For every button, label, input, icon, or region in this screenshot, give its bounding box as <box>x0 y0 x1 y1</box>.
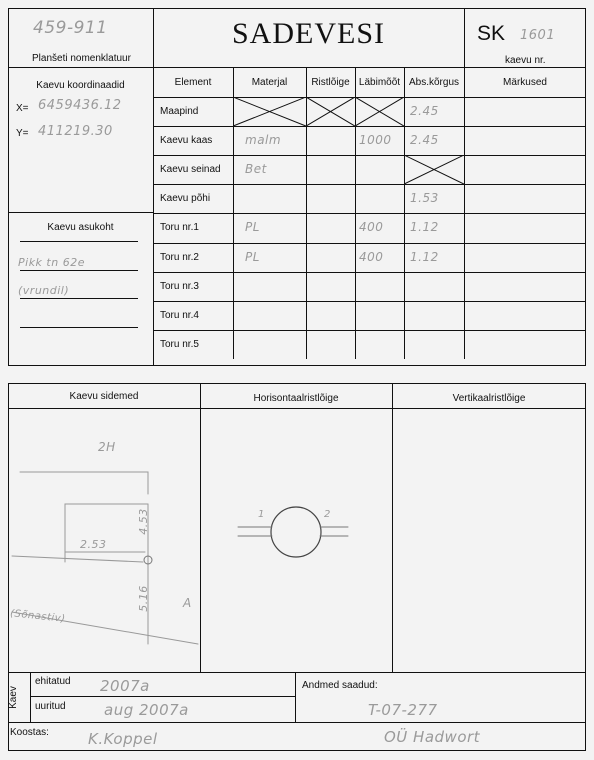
road-edge <box>65 504 148 562</box>
table-row-line <box>153 184 586 185</box>
table-row-line <box>153 155 586 156</box>
table-row-element: Toru nr.5 <box>160 338 199 350</box>
sketch-street-label: (Sõnastiv) <box>9 608 66 625</box>
sketch-dist-lower: 5.16 <box>136 585 150 612</box>
location-line-4 <box>20 327 138 328</box>
table-row-element: Kaevu kaas <box>160 135 213 147</box>
table-row-element: Maapind <box>160 106 199 117</box>
table-header-cell: Läbimõõt <box>358 77 401 88</box>
table-row-element: Kaevu seinad <box>160 164 221 176</box>
surveyed-label: uuritud <box>35 701 66 712</box>
section-divider-2 <box>392 383 393 672</box>
section-connections-label: Kaevu sidemed <box>69 391 139 402</box>
crossed-cell-mark <box>404 155 464 184</box>
data-from-value: T-07-277 <box>368 701 438 719</box>
table-row-element: Toru nr.2 <box>160 251 199 263</box>
nomenclature-label: Planšeti nomenklatuur <box>32 53 131 64</box>
surveyed-value: aug 2007a <box>104 701 189 719</box>
coord-x-label: X= <box>16 103 29 114</box>
table-row-element: Toru nr.3 <box>160 280 199 292</box>
table-header-cell: Element <box>174 77 212 88</box>
footer-compiled-line <box>8 722 586 723</box>
pipe-2-label: 2 <box>324 509 331 520</box>
table-header-cell: Materjal <box>251 77 288 88</box>
location-line-2 <box>20 270 138 271</box>
table-row-line <box>153 126 586 127</box>
nomenclature-value: 459-911 <box>33 18 108 38</box>
sk-prefix: SK <box>477 22 506 45</box>
data-from-label: Andmed saadud: <box>302 680 378 691</box>
sketch-letter: A <box>183 596 192 610</box>
sketch-dist-vertical: 4.53 <box>136 508 150 535</box>
header-divider-right <box>464 8 465 67</box>
road-edge-lower <box>12 556 143 562</box>
header-bottom-line <box>8 67 586 68</box>
footer-side-divider <box>30 672 31 722</box>
location-label: Kaevu asukoht <box>47 222 114 233</box>
built-label: ehitatud <box>35 676 71 687</box>
crossed-cell-mark <box>233 97 306 126</box>
table-cell-diameter: 400 <box>359 220 384 235</box>
table-cell-material: PL <box>245 249 260 264</box>
table-cell-material: PL <box>245 220 260 235</box>
table-cell-abs: 1.12 <box>410 220 439 235</box>
footer-top-line <box>8 672 586 673</box>
location-line1-value: Pikk tn 62e <box>18 256 85 269</box>
table-cell-abs: 2.45 <box>410 104 439 118</box>
compiled-value: K.Koppel <box>88 730 158 748</box>
table-cell-abs: 2.45 <box>410 133 439 148</box>
location-line2-value: (vrundil) <box>18 284 70 297</box>
coord-location-divider <box>8 212 153 213</box>
table-row-element: Toru nr.4 <box>160 309 199 321</box>
footer-mid-divider <box>295 672 296 722</box>
crossed-cell-mark <box>306 97 355 126</box>
coord-y-label: Y= <box>16 128 29 139</box>
table-row-element: Toru nr.1 <box>160 222 199 234</box>
table-row-line <box>153 272 586 273</box>
coord-y-value: 411219.30 <box>38 124 113 139</box>
table-row-element: Kaevu põhi <box>160 193 211 205</box>
table-header-cell: Ristlõige <box>311 77 350 88</box>
sk-label: kaevu nr. <box>505 55 546 66</box>
table-cell-abs: 1.12 <box>410 249 439 264</box>
table-row-line <box>153 213 586 214</box>
table-cell-material: malm <box>245 133 282 148</box>
location-line-3 <box>20 298 138 299</box>
table-row-line <box>153 330 586 331</box>
footer-side-label: Kaev <box>7 686 19 709</box>
table-header-cell: Abs.kõrgus <box>408 77 460 88</box>
crossed-cell-mark <box>355 97 404 126</box>
sketch-dist-horizontal: 2.53 <box>80 538 107 551</box>
compiled-label: Koostas: <box>10 727 49 738</box>
section-vertical-label: Vertikaalristlõige <box>452 393 526 404</box>
sk-number: 1601 <box>520 28 556 43</box>
table-row-line <box>153 243 586 244</box>
table-cell-diameter: 400 <box>359 249 384 264</box>
table-cell-diameter: 1000 <box>359 133 392 148</box>
table-header-cell: Märkused <box>503 77 547 88</box>
horizontal-section-sketch <box>200 408 392 672</box>
table-cell-abs: 1.53 <box>410 191 439 206</box>
header-divider-left <box>153 8 154 366</box>
pipe-1-label: 1 <box>258 509 265 520</box>
sketch-building-label: 2H <box>98 440 116 454</box>
company-value: OÜ Hadwort <box>384 728 481 746</box>
section-horizontal-label: Horisontaalristlõige <box>253 393 339 404</box>
table-row-line <box>153 301 586 302</box>
page-title: SADEVESI <box>231 17 385 50</box>
location-line-1 <box>20 241 138 242</box>
built-value: 2007a <box>100 677 150 695</box>
coordinates-label: Kaevu koordinaadid <box>36 80 125 91</box>
coord-x-value: 6459436.12 <box>38 98 122 113</box>
building-outline <box>20 472 148 494</box>
footer-row-divider <box>30 696 295 697</box>
table-cell-material: Bet <box>245 162 267 177</box>
manhole-circle <box>271 507 321 557</box>
